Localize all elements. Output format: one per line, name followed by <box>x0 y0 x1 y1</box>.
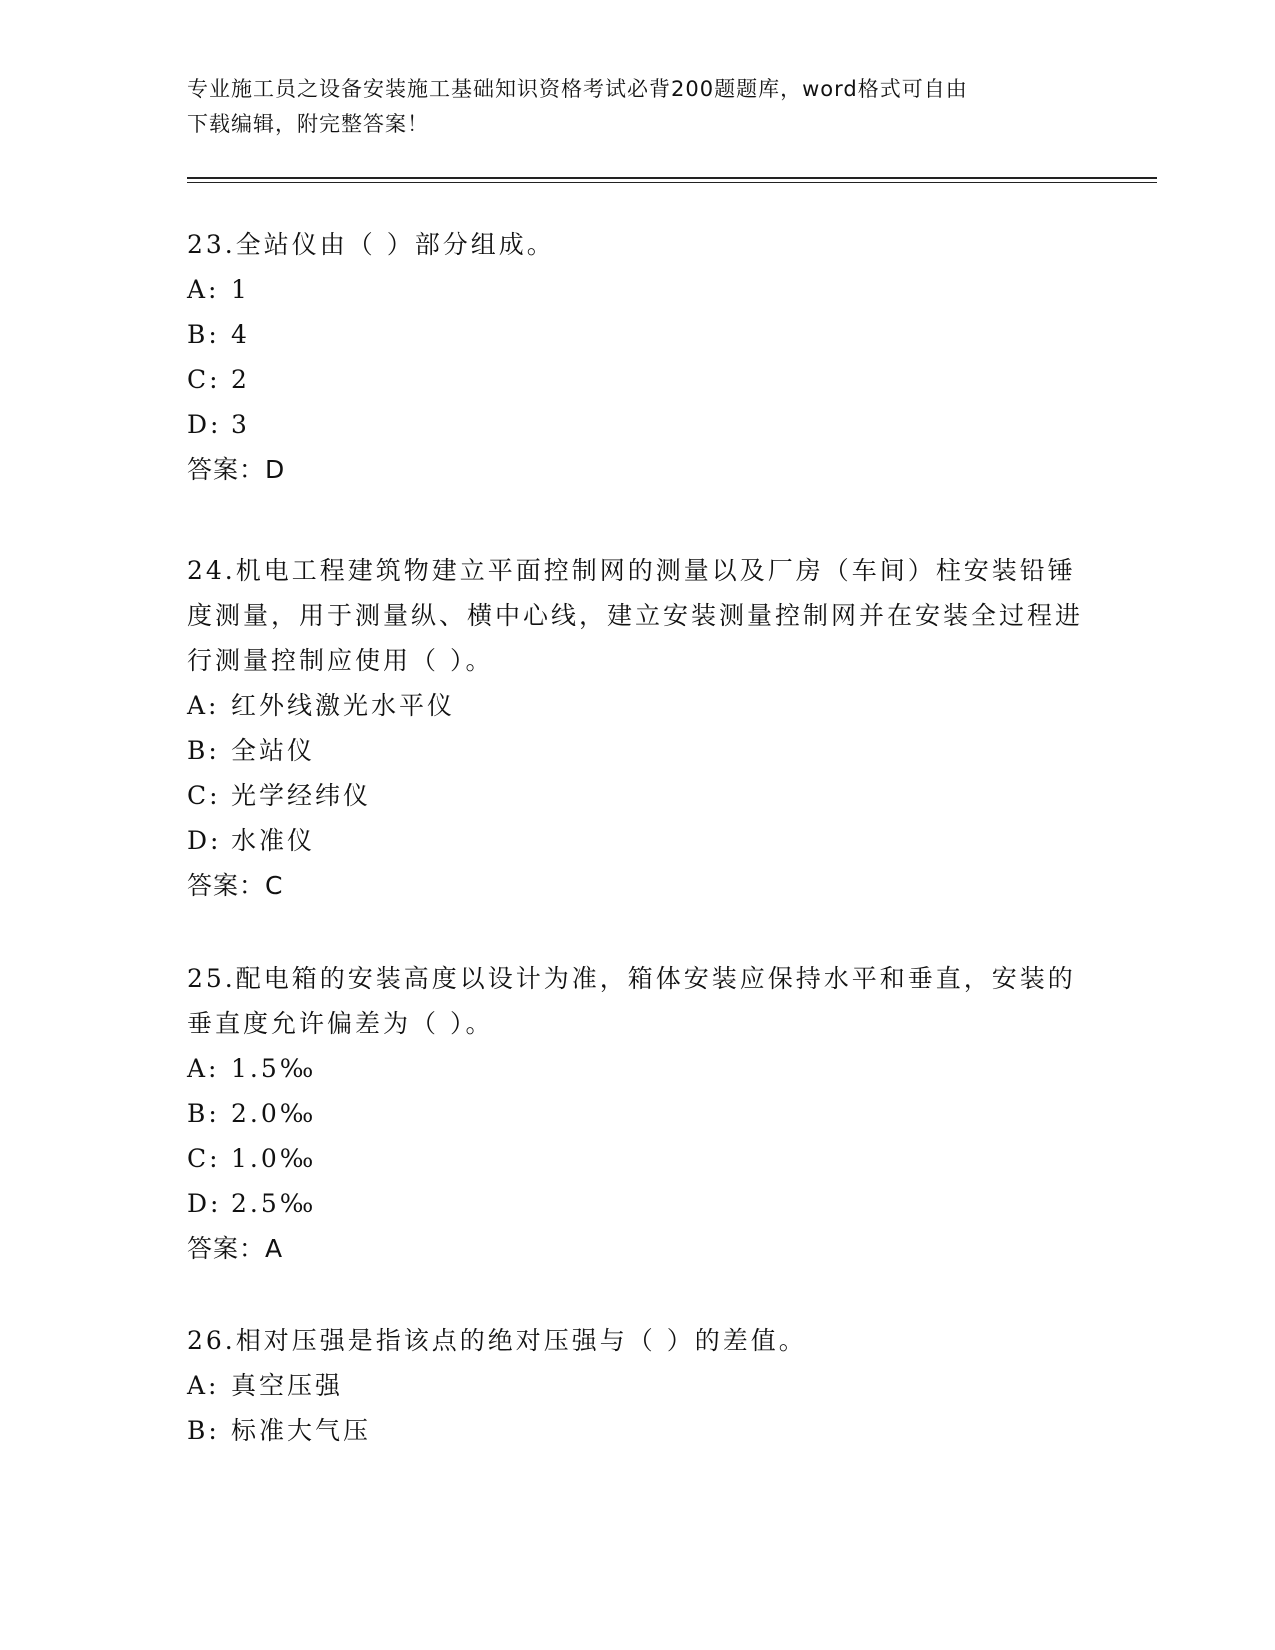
option-text: 真空压强 <box>231 1371 344 1400</box>
option-b <box>187 1091 1087 1136</box>
header-line-1: 专业施工员之设备安装施工基础知识资格考试必背200题题库，word格式可自由 <box>187 77 968 101</box>
option-letter: B: <box>187 1416 220 1445</box>
answer-label: 答案：D <box>187 455 286 484</box>
option-text: 1.0‰ <box>231 1144 317 1173</box>
option-letter: D: <box>187 1189 222 1218</box>
header-divider-thin <box>187 182 1157 183</box>
option-text: 3 <box>231 410 250 439</box>
option-letter: B: <box>187 1099 220 1128</box>
option-letter: B: <box>187 736 220 765</box>
option-text: 水准仪 <box>231 826 316 855</box>
option-d <box>187 1181 1087 1226</box>
option-b <box>187 1408 1087 1453</box>
option-a <box>187 267 1087 312</box>
option-text: 标准大气压 <box>231 1416 372 1445</box>
answer-label: 答案：C <box>187 871 284 900</box>
option-text: 光学经纬仪 <box>231 781 372 810</box>
option-text: 2.5‰ <box>231 1189 317 1218</box>
option-letter: B: <box>187 320 220 349</box>
option-a <box>187 683 1087 728</box>
option-c <box>187 773 1087 818</box>
option-text: 2 <box>231 365 250 394</box>
header-line-2: 下载编辑，附完整答案！ <box>187 112 429 136</box>
option-d <box>187 402 1087 447</box>
option-letter: C: <box>187 365 221 394</box>
question-stem: 25.配电箱的安装高度以设计为准，箱体安装应保持水平和垂直，安装的垂直度允许偏差为（ ）。 <box>187 964 1076 1038</box>
answer-label: 答案：A <box>187 1234 284 1263</box>
option-c <box>187 1136 1087 1181</box>
question-stem: 24.机电工程建筑物建立平面控制网的测量以及厂房（车间）柱安装铅锤度测量，用于测量纵、横中心线，建立安装测量控制网并在安装全过程进行测量控制应使用（ ）。 <box>187 556 1084 675</box>
option-text: 4 <box>231 320 250 349</box>
option-b <box>187 728 1087 773</box>
option-letter: D: <box>187 410 222 439</box>
option-d <box>187 818 1087 863</box>
option-letter: A: <box>187 1054 220 1083</box>
header-divider-thick <box>187 177 1157 179</box>
question-26 <box>187 1318 1087 1453</box>
question-24 <box>187 548 1087 908</box>
option-letter: C: <box>187 1144 221 1173</box>
question-25 <box>187 956 1087 1271</box>
document-header <box>187 72 1087 142</box>
question-stem: 26.相对压强是指该点的绝对压强与（ ）的差值。 <box>187 1326 807 1355</box>
option-letter: A: <box>187 275 220 304</box>
option-a <box>187 1363 1087 1408</box>
option-letter: A: <box>187 1371 220 1400</box>
question-23 <box>187 222 1087 492</box>
option-text: 红外线激光水平仪 <box>231 691 456 720</box>
option-letter: A: <box>187 691 220 720</box>
option-text: 全站仪 <box>231 736 316 765</box>
option-a <box>187 1046 1087 1091</box>
option-b <box>187 312 1087 357</box>
option-letter: C: <box>187 781 221 810</box>
option-text: 1 <box>231 275 250 304</box>
option-text: 2.0‰ <box>231 1099 317 1128</box>
option-c <box>187 357 1087 402</box>
option-letter: D: <box>187 826 222 855</box>
question-stem: 23.全站仪由（ ）部分组成。 <box>187 230 555 259</box>
option-text: 1.5‰ <box>231 1054 317 1083</box>
